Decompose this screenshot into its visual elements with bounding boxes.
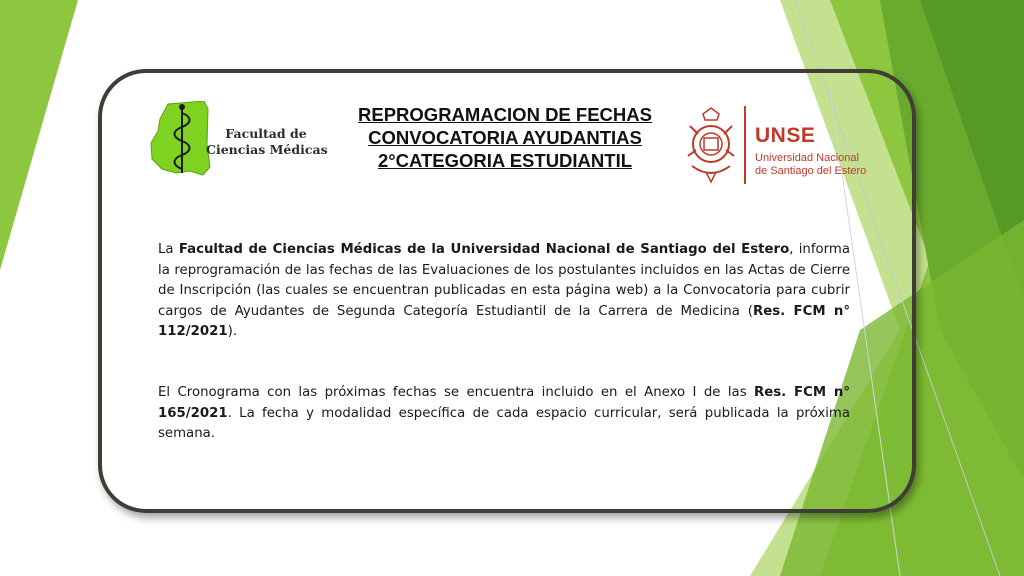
university-emblem-icon bbox=[684, 104, 738, 186]
p2-text-3: publicada la próxima semana. bbox=[158, 405, 851, 441]
page-title bbox=[340, 103, 670, 172]
p1-faculty-name: Facultad de Ciencias Médicas de la Universidad Nacional de Santiago del Estero bbox=[178, 242, 790, 257]
p2-resolution: Res. FCM n° 165/2021 bbox=[158, 385, 851, 421]
schedule-paragraph bbox=[158, 383, 850, 445]
announcement-paragraph bbox=[158, 240, 850, 343]
faculty-logo-line1: Facultad de bbox=[225, 126, 307, 141]
university-name-line2: de Santiago del Estero bbox=[755, 165, 867, 177]
university-logo-divider bbox=[744, 106, 746, 184]
p2-text-1: El Cronograma con las próximas fechas se encuentra incluido en el Anexo I de las bbox=[158, 385, 755, 400]
university-name-line1: Universidad Nacional bbox=[755, 152, 859, 164]
p1-text-3: ). bbox=[227, 324, 238, 339]
left-green-shape bbox=[0, 0, 78, 270]
title-line-3: 2°CATEGORIA ESTUDIANTIL bbox=[377, 150, 633, 171]
university-name bbox=[755, 152, 866, 178]
p2-text-2: . La fecha y modalidad específica de cada espacio curricular, será bbox=[227, 405, 705, 421]
title-line-1: REPROGRAMACION DE FECHAS bbox=[358, 104, 652, 125]
p1-text-1: La bbox=[158, 242, 179, 257]
faculty-logo-text bbox=[206, 126, 326, 158]
p1-resolution: Res. FCM n° 112/2021 bbox=[158, 303, 851, 339]
title-line-2: CONVOCATORIA AYUDANTIAS bbox=[368, 127, 642, 148]
p1-text-2: , informa la reprogramación de las fechas de las Evaluaciones de los postulantes incluidos en las Actas de Cierre de Inscripción (las cuales se encuentran publicadas en esta página web) a la Convocatoria para cubrir cargos de Ayudantes de Segunda Categoría Estudiantil de la Carrera de Medicina ( bbox=[158, 242, 850, 319]
university-acronym: UNSE bbox=[755, 124, 816, 147]
faculty-logo-line2: Ciencias Médicas bbox=[206, 142, 328, 157]
